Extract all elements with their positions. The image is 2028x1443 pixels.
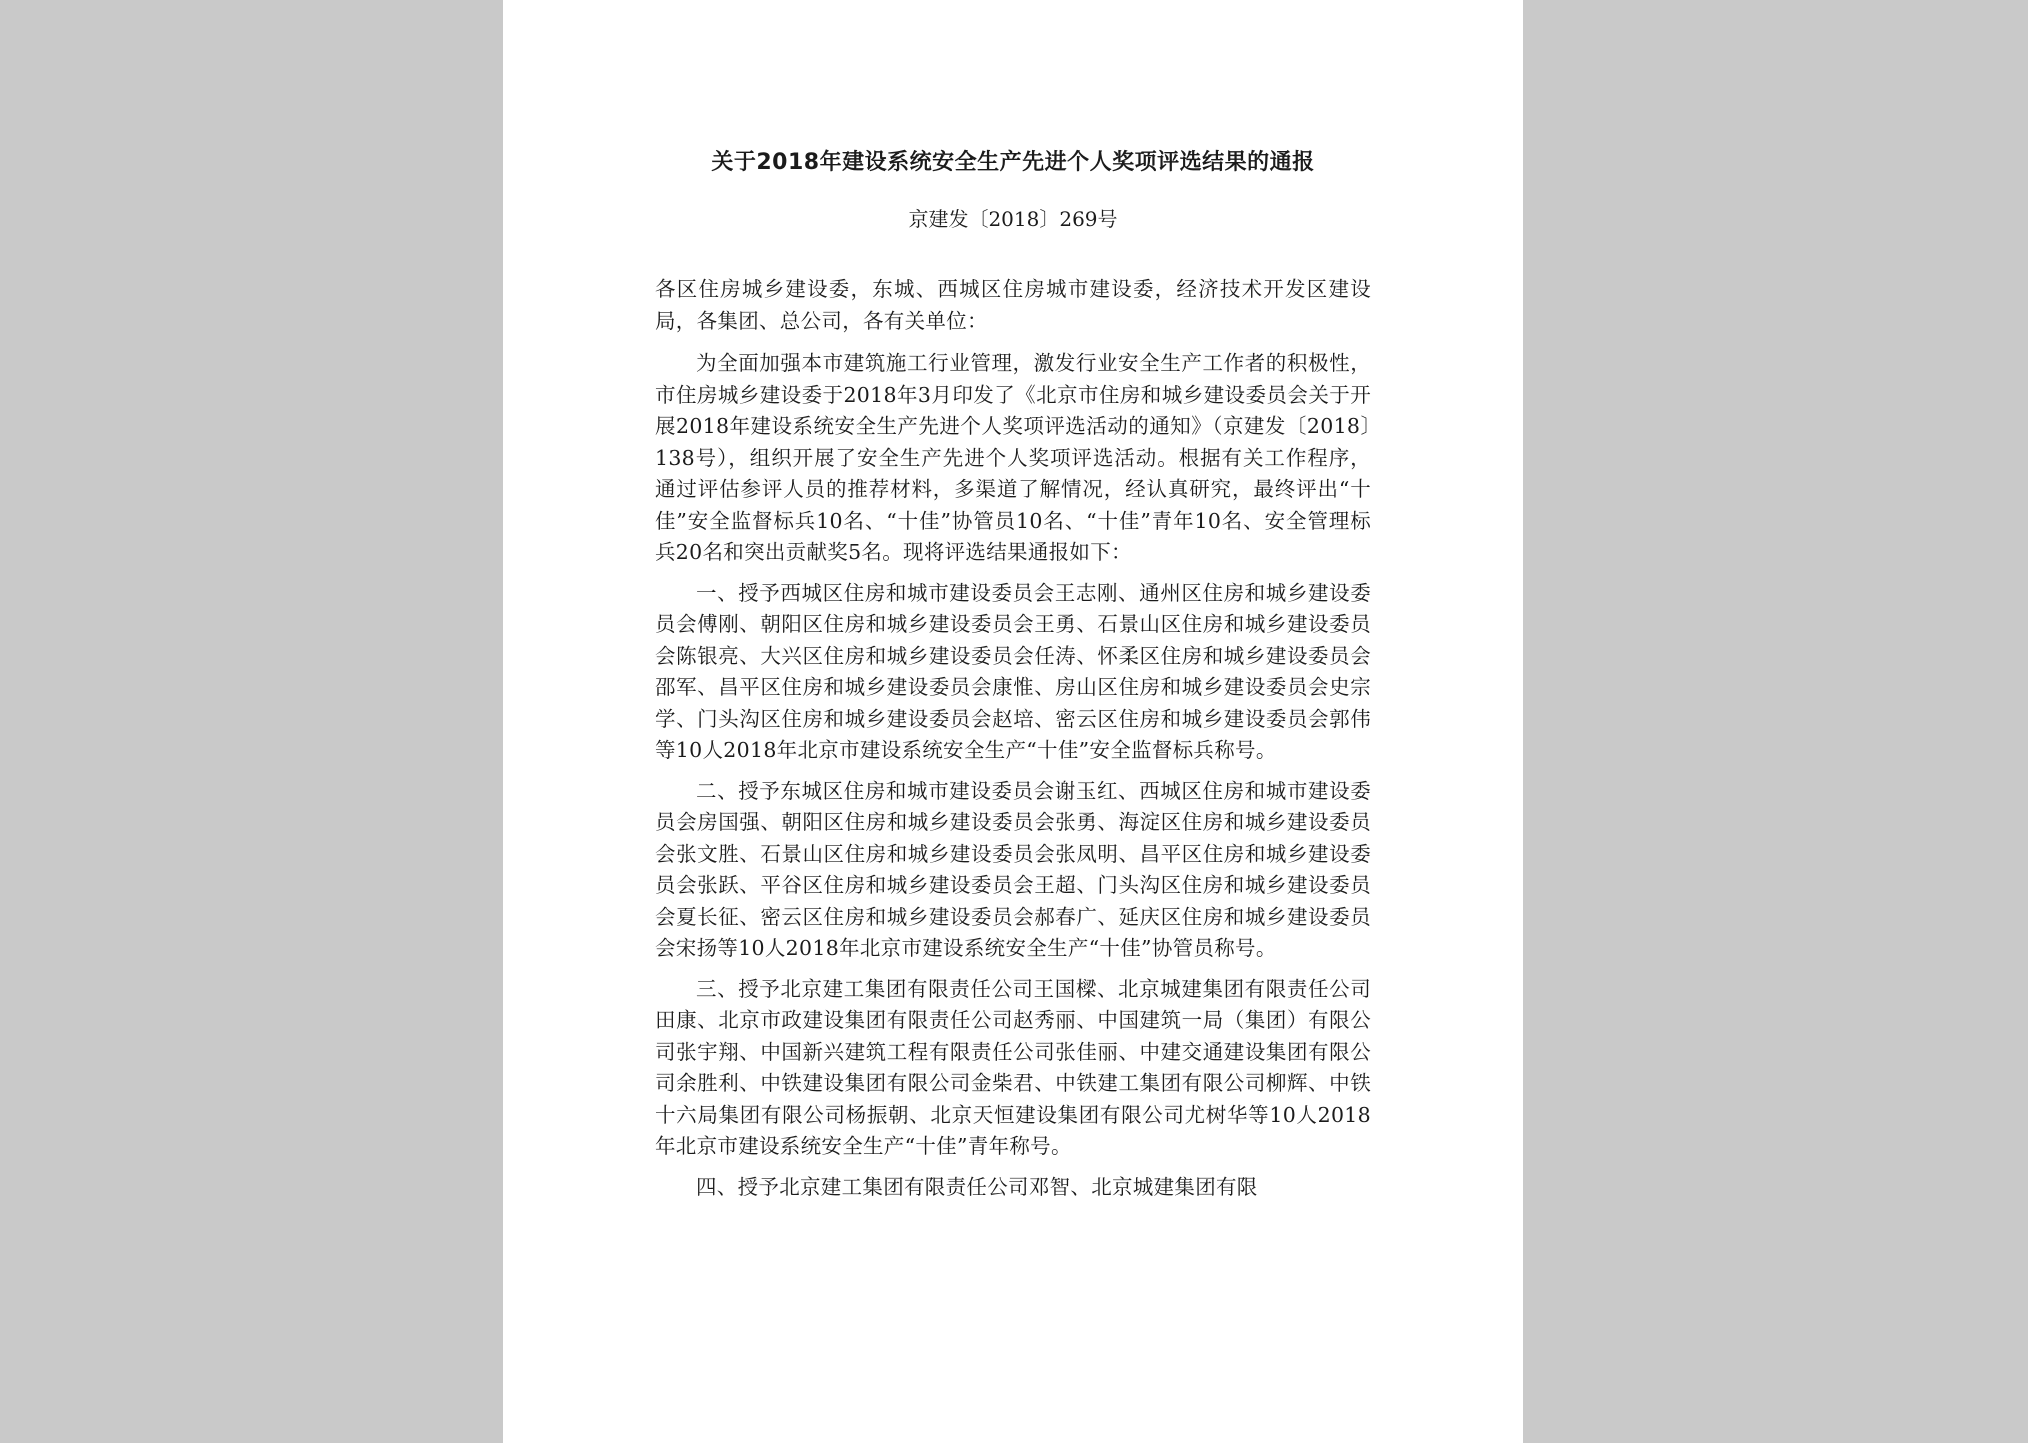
document-title: 关于2018年建设系统安全生产先进个人奖项评选结果的通报 xyxy=(711,150,1315,175)
body-paragraph-2: 二、授予东城区住房和城市建设委员会谢玉红、西城区住房和城市建设委员会房国强、朝阳区住房和城乡建设委员会张勇、海淀区住房和城乡建设委员会张文胜、石景山区住房和城乡建设委员会张凤明、昌平区住房和城乡建设委员会张跃、平谷区住房和城乡建设委员会王超、门头沟区住房和城乡建设委员会夏长征、密云区住房和城乡建设委员会郝春广、延庆区住房和城乡建设委员会宋扬等10人2018年北京市建设系统安全生产“十佳”协管员称号。 xyxy=(655,778,1371,960)
body-paragraph-4: 四、授予北京建工集团有限责任公司邓智、北京城建集团有限 xyxy=(696,1174,1258,1199)
addressee-line: 各区住房城乡建设委，东城、西城区住房城市建设委，经济技术开发区建设局，各集团、总公司，各有关单位： xyxy=(655,277,1371,333)
body-paragraph-intro: 为全面加强本市建筑施工行业管理，激发行业安全生产工作者的积极性，市住房城乡建设委于2018年3月印发了《北京市住房和城乡建设委员会关于开展2018年建设系统安全生产先进个人奖项评选活动的通知》（京建发〔2018〕138号），组织开展了安全生产先进个人奖项评选活动。根据有关工作程序，通过评估参评人员的推荐材料，多渠道了解情况，经认真研究，最终评出“十佳”安全监督标兵10名、“十佳”协管员10名、“十佳”青年10名、安全管理标兵20名和突出贡献奖5名。现将评选结果通报如下： xyxy=(655,351,1371,564)
body-paragraph-3: 三、授予北京建工集团有限责任公司王国樑、北京城建集团有限责任公司田康、北京市政建设集团有限责任公司赵秀丽、中国建筑一局（集团）有限公司张宇翔、中国新兴建筑工程有限责任公司张佳丽、中建交通建设集团有限公司余胜利、中铁建设集团有限公司金柴君、中铁建工集团有限公司柳辉、中铁十六局集团有限公司杨振朝、北京天恒建设集团有限公司尤树华等10人2018年北京市建设系统安全生产“十佳”青年称号。 xyxy=(655,976,1371,1158)
document-number: 京建发〔2018〕269号 xyxy=(908,207,1118,231)
body-paragraph-1: 一、授予西城区住房和城市建设委员会王志刚、通州区住房和城乡建设委员会傅刚、朝阳区住房和城乡建设委员会王勇、石景山区住房和城乡建设委员会陈银亮、大兴区住房和城乡建设委员会任涛、怀柔区住房和城乡建设委员会邵军、昌平区住房和城乡建设委员会康惟、房山区住房和城乡建设委员会史宗学、门头沟区住房和城乡建设委员会赵培、密云区住房和城乡建设委员会郭伟等10人2018年北京市建设系统安全生产“十佳”安全监督标兵称号。 xyxy=(655,580,1371,762)
document-page xyxy=(503,0,1523,1443)
